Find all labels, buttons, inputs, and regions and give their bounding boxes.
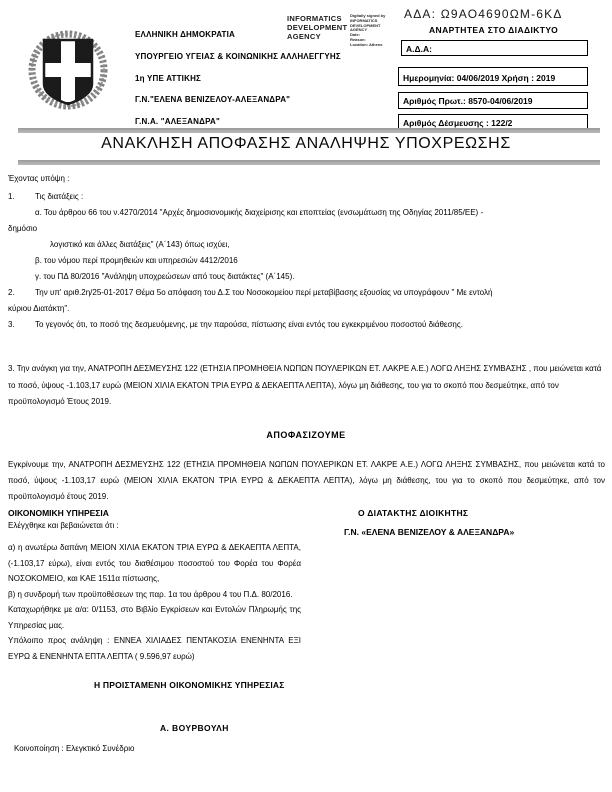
- stamp-detail-line: Digitally signed by: [350, 13, 386, 18]
- org-line-hospital-1: Γ.Ν."ΕΛΕΝΑ ΒΕΝΙΖΕΛΟΥ-ΑΛΕΞΑΝΔΡΑ": [135, 95, 291, 105]
- list-item-2-number: 2.: [8, 288, 15, 297]
- finance-remainder-line: Υπόλοιπο προς ανάληψη : ΕΝΝΕΑ ΧΙΛΙΑΔΕΣ ΠΕΝΤΑΚΟΣΙΑ ΕΝΕΝΗΝΤΑ ΕΞΙ ΕΥΡΩ & ΕΝΕΝΗΝΤΑ ΕΠΤΑ ΛΕΠΤΑ ( 9.596,97 ευρώ): [8, 636, 301, 661]
- ordering-officer-heading: Ο ΔΙΑΤΑΚΤΗΣ ΔΙΟΙΚΗΤΗΣ: [358, 508, 469, 518]
- finance-point-b: β) η συνδρομή των προϋποθέσεων της παρ. 1α του άρθρου 4 του Π.Δ. 80/2016.: [8, 589, 293, 599]
- list-item-2-continuation: κύριου Διατάκτη".: [8, 304, 70, 313]
- stamp-agency-name: INFORMATICS DEVELOPMENT AGENCY: [287, 14, 348, 41]
- list-item-1a-line1: α. Του άρθρου 66 του ν.4270/2014 "Αρχές δημοσιονομικής διαχείρισης και εποπτείας (ενσωμάτωση της Οδηγίας 2011/85/ΕΕ) -: [35, 208, 484, 217]
- list-item-3-number: 3.: [8, 320, 15, 329]
- org-line-hospital-2: Γ.Ν.Α. "ΑΛΕΞΑΝΔΡΑ": [135, 117, 220, 127]
- signer-name: Α. ΒΟΥΡΒΟΥΛΗ: [160, 723, 229, 733]
- list-item-1a-line3: λογιστικό και άλλες διατάξεις" (Α΄143) όπως ισχύει,: [50, 240, 230, 249]
- ada-box: Α.Δ.Α:: [401, 40, 588, 56]
- list-item-2-text: Την υπ' αριθ.2η/25-01-2017 Θέμα 5ο απόφαση του Δ.Σ του Νοσοκομείου περί μεταβίβασης εξουσίας να υπογράφουν " Με εντολή: [35, 288, 493, 297]
- having-regard-line: Έχοντας υπόψη :: [8, 174, 70, 183]
- decision-heading: ΑΠΟΦΑΣΙΖΟΥΜΕ: [266, 430, 346, 440]
- finance-head-sign-title: Η ΠΡΟΙΣΤΑΜΕΝΗ ΟΙΚΟΝΟΜΙΚΗΣ ΥΠΗΡΕΣΙΑΣ: [94, 680, 285, 690]
- posted-on-internet-label: ΑΝΑΡΤΗΤΕΑ ΣΤΟ ΔΙΑΔΙΚΤΥΟ: [429, 25, 559, 35]
- ordering-hospital-name: Γ.Ν. «ΕΛΕΝΑ ΒΕΝΙΖΕΛΟΥ & ΑΛΕΞΑΝΔΡΑ»: [344, 527, 515, 537]
- finance-registered-line: Καταχωρήθηκε με α/α: 0/1153, στο Βιβλίο Εγκρίσεων και Εντολών Πληρωμής της Υπηρεσίας μας.: [8, 605, 301, 630]
- stamp-detail-line: Reason:: [350, 36, 366, 42]
- commitment-number-box: Αριθμός Δέσμευσης : 122/2: [398, 114, 588, 131]
- list-item-1c: γ. του ΠΔ 80/2016 "Ανάληψη υποχρεώσεων από τους διατάκτες" (Α΄145).: [35, 272, 295, 281]
- list-item-2: [8, 285, 606, 301]
- stamp-detail-line: INFORMATICS: [350, 17, 378, 23]
- list-item-1a-line2: δημόσιο: [8, 224, 38, 233]
- approval-paragraph: Εγκρίνουμε την, ΑΝΑΤΡΟΠΗ ΔΕΣΜΕΥΣΗΣ 122 (ΕΤΗΣΙΑ ΠΡΟΜΗΘΕΙΑ ΝΩΠΩΝ ΠΟΥΛΕΡΙΚΩΝ ΕΤ. ΛΑΚΡΕ Α.Ε.) ΛΟΓΩ ΛΗΞΗΣ ΣΥΜΒΑΣΗΣ, που μειώνεται κατά το ποσό, ύψους -1.103,17 ευρώ (ΜΕΙΟΝ ΧΙΛΙΑ ΕΚΑΤΟΝ ΤΡΙΑ ΕΥΡΩ & ΔΕΚΑΕΠΤΑ ΛΕΠΤΑ), λόγω μη διάθεσης, του για το σκοπό που δεσμεύτηκε, από τον προϋπολογισμό έτους 2019.: [8, 460, 605, 501]
- protocol-number-box: Αριθμός Πρωτ.: 8570-04/06/2019: [398, 92, 588, 109]
- org-line-ministry: ΥΠΟΥΡΓΕΙΟ ΥΓΕΙΑΣ & ΚΟΙΝΩΝΙΚΗΣ ΑΛΛΗΛΕΓΓΥΗΣ: [135, 51, 341, 61]
- finance-point-a: α) η ανωτέρω δαπάνη ΜΕΙΟΝ ΧΙΛΙΑ ΕΚΑΤΟΝ ΤΡΙΑ ΕΥΡΩ & ΔΕΚΑΕΠΤΑ ΛΕΠΤΑ,(-1.103,17 εύρω), είναι εντός του διαθέσιμου ποσοστού του Φορέα του Φορέα ΝΟΣΟΚΟΜΕΙΟ, και ΚΑΕ 1511α πίστωσης,: [8, 543, 301, 583]
- stamp-detail-line: Date:: [350, 32, 361, 38]
- list-item-1b: β. του νόμου περί προμηθειών και υπηρεσιών 4412/2016: [35, 256, 238, 265]
- org-line-republic: ΕΛΛΗΝΙΚΗ ΔΗΜΟΚΡΑΤΙΑ: [135, 30, 235, 39]
- cc-line: Κοινοποίηση : Ελεγκτικό Συνέδριο: [14, 744, 135, 753]
- divider-bar-top: [18, 128, 600, 133]
- need-for-reversal-paragraph: 3. Την ανάγκη για την, ΑΝΑΤΡΟΠΗ ΔΕΣΜΕΥΣΗΣ 122 (ΕΤΗΣΙΑ ΠΡΟΜΗΘΕΙΑ ΝΩΠΩΝ ΠΟΥΛΕΡΙΚΩΝ ΕΤ. ΛΑΚΡΕ Α.Ε.) ΛΟΓΩ ΛΗΞΗΣ ΣΥΜΒΑΣΗΣ , που μειώνεται κατά το ποσό, ύψους -1.103,17 ευρώ (ΜΕΙΟΝ ΧΙΛΙΑ ΕΚΑΤΟΝ ΤΡΙΑ ΕΥΡΩ & ΔΕΚΑΕΠΤΑ ΛΕΠΤΑ), λόγω μη διάθεσης, του για το σκοπό που δεσμεύτηκε, από τον προϋπολογισμό Έτους 2019.: [8, 364, 602, 406]
- list-item-3-text: Το γεγονός ότι, το ποσό της δεσμευόμενης, με την παρούσα, πίστωσης είναι εντός του εγκεκριμένου ποσοστού διάθεσης.: [35, 320, 463, 329]
- page-title: ΑΝΑΚΛΗΣΗ ΑΠΟΦΑΣΗΣ ΑΝΑΛΗΨΗΣ ΥΠΟΧΡΕΩΣΗΣ: [101, 135, 511, 152]
- financial-service-body: [8, 540, 301, 664]
- date-box: Ημερομηνία: 04/06/2019 Χρήση : 2019: [398, 67, 588, 86]
- checked-certified-line: Ελέγχθηκε και βεβαιώνεται ότι :: [8, 521, 119, 530]
- greek-coat-of-arms-icon: [28, 22, 108, 122]
- list-item-1: [8, 189, 606, 205]
- list-item-1-number: 1.: [8, 192, 15, 201]
- legal-basis-list: [8, 189, 606, 333]
- digital-signature-stamp: [287, 14, 398, 48]
- stamp-detail-line: Location: Athens: [350, 41, 383, 47]
- stamp-signature-details: [350, 14, 398, 48]
- ada-code: ΑΔΑ: Ω9ΑΟ4690ΩΜ-6ΚΔ: [404, 7, 563, 21]
- list-item-1-text: Τις διατάξεις :: [35, 192, 84, 201]
- financial-service-heading: ΟΙΚΟΝΟΜΙΚΗ ΥΠΗΡΕΣΙΑ: [8, 508, 109, 518]
- stamp-detail-line: DEVELOPMENT AGENCY: [350, 22, 381, 33]
- list-item-3: [8, 317, 606, 333]
- divider-bar-bottom: [18, 160, 600, 165]
- org-line-ype: 1η ΥΠΕ ΑΤΤΙΚΗΣ: [135, 73, 202, 83]
